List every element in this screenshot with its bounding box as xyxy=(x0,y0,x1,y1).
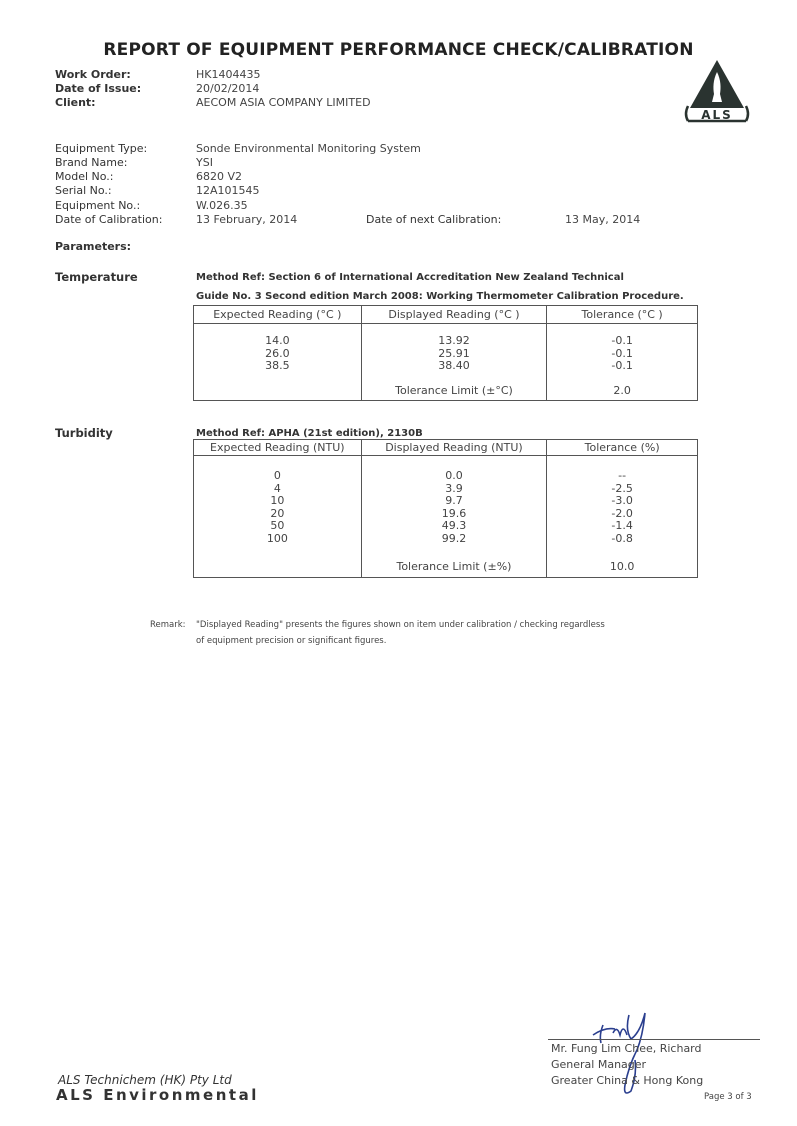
equipment-no-label: Equipment No.: xyxy=(55,199,141,212)
turbidity-displayed-4: 49.3 xyxy=(361,520,547,533)
turbidity-expected-5: 100 xyxy=(194,533,362,546)
footer-brand-logo: ALS Environmental xyxy=(56,1086,259,1104)
serial-no-label: Serial No.: xyxy=(55,184,112,197)
temperature-tolerance-2: -0.1 xyxy=(547,360,698,373)
turbidity-expected-0: 0 xyxy=(194,456,362,483)
temperature-displayed-2: 38.40 xyxy=(361,360,547,373)
temperature-displayed-0: 13.92 xyxy=(361,324,547,348)
turbidity-displayed-2: 9.7 xyxy=(361,495,547,508)
turbidity-expected-2: 10 xyxy=(194,495,362,508)
signature-line xyxy=(548,1039,760,1040)
turbidity-limit-row xyxy=(194,545,698,577)
temperature-table-header xyxy=(194,306,698,324)
parameters-heading: Parameters: xyxy=(55,240,132,253)
table-row xyxy=(194,456,698,483)
table-row xyxy=(194,324,698,348)
serial-no-value: 12A101545 xyxy=(196,184,260,197)
signatory-title: General Manager xyxy=(551,1058,647,1071)
temperature-expected-2: 38.5 xyxy=(194,360,362,373)
report-title: REPORT OF EQUIPMENT PERFORMANCE CHECK/CALIBRATION xyxy=(103,40,694,60)
signatory-region: Greater China & Hong Kong xyxy=(551,1074,704,1087)
next-calibration-label: Date of next Calibration: xyxy=(366,213,502,226)
temperature-table xyxy=(193,305,698,401)
table-row xyxy=(194,360,698,373)
temperature-header-expected: Expected Reading (°C ) xyxy=(194,306,362,324)
als-logo xyxy=(682,58,752,124)
page-number: Page 3 of 3 xyxy=(704,1092,752,1102)
temperature-expected-1: 26.0 xyxy=(194,348,362,361)
turbidity-tolerance-5: -0.8 xyxy=(547,533,698,546)
date-of-issue-label: Date of Issue: xyxy=(55,82,142,95)
turbidity-table xyxy=(193,439,698,578)
turbidity-header-expected: Expected Reading (NTU) xyxy=(194,440,362,456)
turbidity-limit-value: 10.0 xyxy=(547,545,698,577)
turbidity-tolerance-0: -- xyxy=(547,456,698,483)
turbidity-table-header xyxy=(194,440,698,456)
temperature-header-tolerance: Tolerance (°C ) xyxy=(547,306,698,324)
turbidity-tolerance-1: -2.5 xyxy=(547,483,698,496)
temperature-tolerance-1: -0.1 xyxy=(547,348,698,361)
table-row xyxy=(194,495,698,508)
equipment-type-label: Equipment Type: xyxy=(55,142,148,155)
turbidity-displayed-5: 99.2 xyxy=(361,533,547,546)
date-of-issue-value: 20/02/2014 xyxy=(196,82,260,95)
model-no-label: Model No.: xyxy=(55,170,114,183)
temperature-displayed-1: 25.91 xyxy=(361,348,547,361)
turbidity-method-line1: Method Ref: APHA (21st edition), 2130B xyxy=(196,428,423,439)
brand-name-label: Brand Name: xyxy=(55,156,128,169)
client-value: AECOM ASIA COMPANY LIMITED xyxy=(196,96,371,109)
date-of-calibration-label: Date of Calibration: xyxy=(55,213,163,226)
turbidity-section-heading: Turbidity xyxy=(55,426,113,440)
temperature-method-line2: Guide No. 3 Second edition March 2008: Working Thermometer Calibration Procedure. xyxy=(196,291,684,302)
remark-line1: "Displayed Reading" presents the figures shown on item under calibration / checking regardless xyxy=(196,620,605,630)
temperature-limit-value: 2.0 xyxy=(547,373,698,401)
turbidity-header-displayed: Displayed Reading (NTU) xyxy=(361,440,547,456)
date-of-calibration-value: 13 February, 2014 xyxy=(196,213,298,226)
temperature-limit-label: Tolerance Limit (±°C) xyxy=(361,373,547,401)
turbidity-tolerance-3: -2.0 xyxy=(547,508,698,521)
table-row xyxy=(194,533,698,546)
equipment-type-value: Sonde Environmental Monitoring System xyxy=(196,142,421,155)
als-logo-icon xyxy=(682,58,752,124)
temperature-tolerance-0: -0.1 xyxy=(547,324,698,348)
temperature-method-line1: Method Ref: Section 6 of International Accreditation New Zealand Technical xyxy=(196,272,624,283)
temperature-header-displayed: Displayed Reading (°C ) xyxy=(361,306,547,324)
work-order-value: HK1404435 xyxy=(196,68,261,81)
turbidity-displayed-3: 19.6 xyxy=(361,508,547,521)
remark-line2: of equipment precision or significant figures. xyxy=(196,636,387,646)
model-no-value: 6820 V2 xyxy=(196,170,243,183)
equipment-no-value: W.026.35 xyxy=(196,199,248,212)
turbidity-expected-1: 4 xyxy=(194,483,362,496)
client-label: Client: xyxy=(55,96,96,109)
temperature-limit-row xyxy=(194,373,698,401)
turbidity-tolerance-2: -3.0 xyxy=(547,495,698,508)
remark-label: Remark: xyxy=(150,620,186,630)
work-order-label: Work Order: xyxy=(55,68,131,81)
table-row xyxy=(194,520,698,533)
temperature-section-heading: Temperature xyxy=(55,270,138,284)
turbidity-limit-label: Tolerance Limit (±%) xyxy=(361,545,547,577)
turbidity-expected-3: 20 xyxy=(194,508,362,521)
turbidity-displayed-0: 0.0 xyxy=(361,456,547,483)
turbidity-expected-4: 50 xyxy=(194,520,362,533)
turbidity-displayed-1: 3.9 xyxy=(361,483,547,496)
temperature-expected-0: 14.0 xyxy=(194,324,362,348)
turbidity-header-tolerance: Tolerance (%) xyxy=(547,440,698,456)
footer-company: ALS Technichem (HK) Pty Ltd xyxy=(58,1073,232,1087)
next-calibration-value: 13 May, 2014 xyxy=(565,213,641,226)
brand-name-value: YSI xyxy=(196,156,213,169)
turbidity-tolerance-4: -1.4 xyxy=(547,520,698,533)
svg-text:ALS: ALS xyxy=(701,108,733,122)
signatory-name: Mr. Fung Lim Chee, Richard xyxy=(551,1042,702,1055)
